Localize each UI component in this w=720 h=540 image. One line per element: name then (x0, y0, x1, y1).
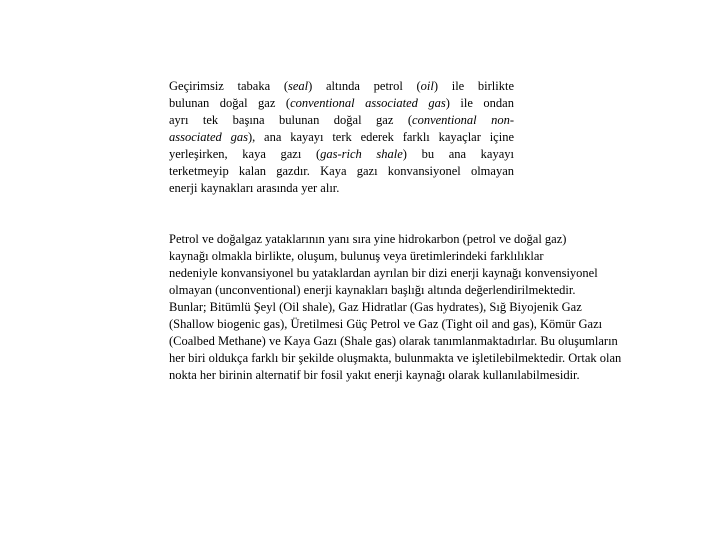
italic-term: conventional non- (412, 113, 514, 127)
italic-term: gas-rich shale (320, 147, 403, 161)
paragraph1-line (169, 95, 514, 112)
text-segment: ), ana kayayı terk ederek farklı kayaçlar içine (247, 130, 514, 144)
paragraph1-line (169, 163, 514, 180)
italic-term: associated gas (169, 130, 248, 144)
text-segment: ) altında petrol ( (308, 79, 421, 93)
paragraph2-line: kaynağı olmakla birlikte, oluşum, bulunuş veya üretimlerindeki farklılıklar (169, 249, 544, 263)
paragraph2-line: nedeniyle konvansiyonel bu yataklardan ayrılan bir dizi enerji kaynağı konvensiyonel (169, 266, 598, 280)
paragraph1-line (169, 180, 514, 197)
paragraph-seal-definition (169, 78, 514, 197)
paragraph2-line: olmayan (unconventional) enerji kaynakları başlığı altında değerlendirilmektedir. (169, 283, 576, 297)
text-segment: ayrı tek başına bulunan doğal gaz ( (169, 113, 413, 127)
paragraph-unconventional-sources (169, 231, 681, 384)
text-segment: ) ile ondan (445, 96, 514, 110)
italic-term: oil (420, 79, 434, 93)
paragraph2-line: (Coalbed Methane) ve Kaya Gazı (Shale gas) olarak tanımlanmaktadırlar. Bu oluşumların (169, 334, 618, 348)
paragraph1-line (169, 78, 514, 95)
paragraph1-line (169, 112, 514, 129)
paragraph2-line: (Shallow biogenic gas), Üretilmesi Güç Petrol ve Gaz (Tight oil and gas), Kömür Gazı (169, 317, 603, 331)
paragraph1-line (169, 129, 514, 146)
text-segment: Geçirimsiz tabaka ( (169, 79, 288, 93)
text-segment: bulunan doğal gaz ( (169, 96, 291, 110)
paragraph2-line: her biri oldukça farklı bir şekilde oluşmakta, bulunmakta ve işletilebilmektedir. Ortak olan (169, 351, 622, 365)
text-segment: ) bu ana kayayı (402, 147, 514, 161)
paragraph2-line: Bunlar; Bitümlü Şeyl (Oil shale), Gaz Hidratlar (Gas hydrates), Sığ Biyojenik Gaz (169, 300, 582, 314)
text-segment: terketmeyip kalan gazdır. Kaya gazı konvansiyonel olmayan (169, 164, 514, 178)
paragraph1-line (169, 146, 514, 163)
paragraph2-line: Petrol ve doğalgaz yataklarının yanı sıra yine hidrokarbon (petrol ve doğal gaz) (169, 232, 567, 246)
italic-term: conventional associated gas (290, 96, 446, 110)
italic-term: seal (287, 79, 309, 93)
text-segment: enerji kaynakları arasında yer alır. (169, 181, 340, 195)
text-segment: ) ile birlikte (433, 79, 514, 93)
text-segment: yerleşirken, kaya gazı ( (169, 147, 321, 161)
paragraph2-line: nokta her birinin alternatif bir fosil yakıt enerji kaynağı olarak kullanılabilmesidir. (169, 368, 580, 382)
